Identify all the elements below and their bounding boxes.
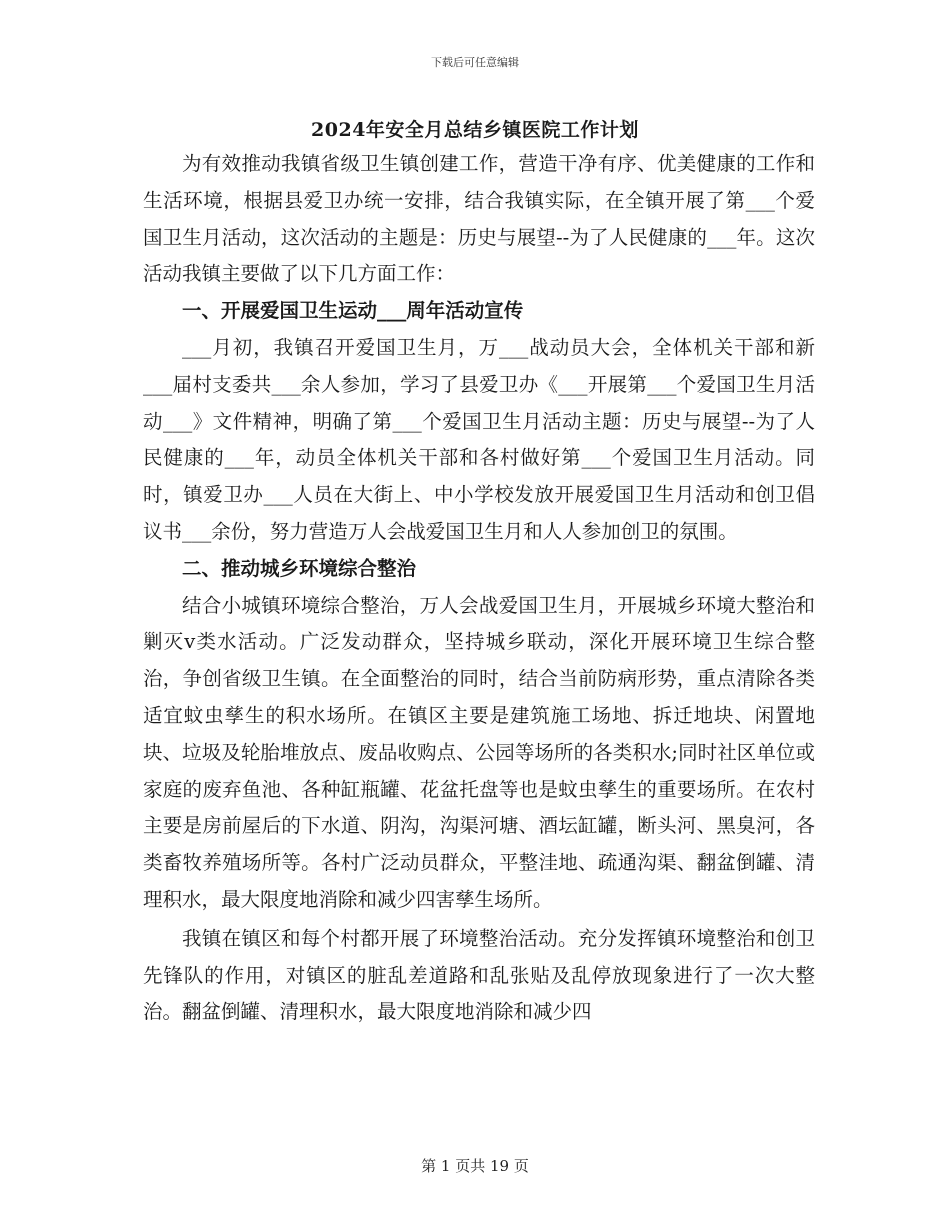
section-2-paragraph-continued: 我镇在镇区和每个村都开展了环境整治活动。充分发挥镇环境整治和创卫先锋队的作用，对镇区的脏乱差道路和乱张贴及乱停放现象进行了一次大整治。翻盆倒罐、清理积水，最大限度地消除和减少四 [143, 926, 815, 1024]
section-1-paragraph: ___月初，我镇召开爱国卫生月，万___战动员大会，全体机关干部和新___届村支委共___余人参加，学习了县爱卫办《___开展第___个爱国卫生月活动___》文件精神，明确了第___个爱国卫生月活动主题：历史与展望--为了人民健康的___年，动员全体机关干部和各村做好第___个爱国卫生月活动。同时，镇爱卫办___人员在大街上、中小学校发放开展爱国卫生月活动和创卫倡议书___余份，努力营造万人会战爱国卫生月和人人参加创卫的氛围。 [143, 335, 815, 543]
intro-paragraph: 为有效推动我镇省级卫生镇创建工作，营造干净有序、优美健康的工作和生活环境，根据县爱卫办统一安排，结合我镇实际，在全镇开展了第___个爱国卫生月活动，这次活动的主题是：历史与展望--为了人民健康的___年。这次活动我镇主要做了以下几方面工作： [143, 152, 815, 286]
section-heading-1: 一、开展爱国卫生运动___周年活动宣传 [182, 299, 524, 323]
document-title: 2024年安全月总结乡镇医院工作计划 [311, 119, 639, 141]
section-2-paragraph: 结合小城镇环境综合整治，万人会战爱国卫生月，开展城乡环境大整治和剿灭v类水活动。广泛发动群众，坚持城乡联动，深化开展环境卫生综合整治，争创省级卫生镇。在全面整治的同时，结合当前防病形势，重点清除各类适宜蚊虫孳生的积水场所。在镇区主要是建筑施工场地、拆迁地块、闲置地块、垃圾及轮胎堆放点、废品收购点、公园等场所的各类积水;同时社区单位或家庭的废弃鱼池、各种缸瓶罐、花盆托盘等也是蚊虫孳生的重要场所。在农村主要是房前屋后的下水道、阴沟，沟渠河塘、酒坛缸罐，断头河、黑臭河，各类畜牧养殖场所等。各村广泛动员群众，平整洼地、疏通沟渠、翻盆倒罐、清理积水，最大限度地消除和减少四害孳生场所。 [143, 593, 815, 911]
page-footer: 第 1 页共 19 页 [421, 1157, 529, 1175]
section-heading-2: 二、推动城乡环境综合整治 [182, 556, 417, 580]
download-edit-note: 下载后可任意编辑 [431, 56, 519, 69]
document-body [143, 146, 815, 1031]
